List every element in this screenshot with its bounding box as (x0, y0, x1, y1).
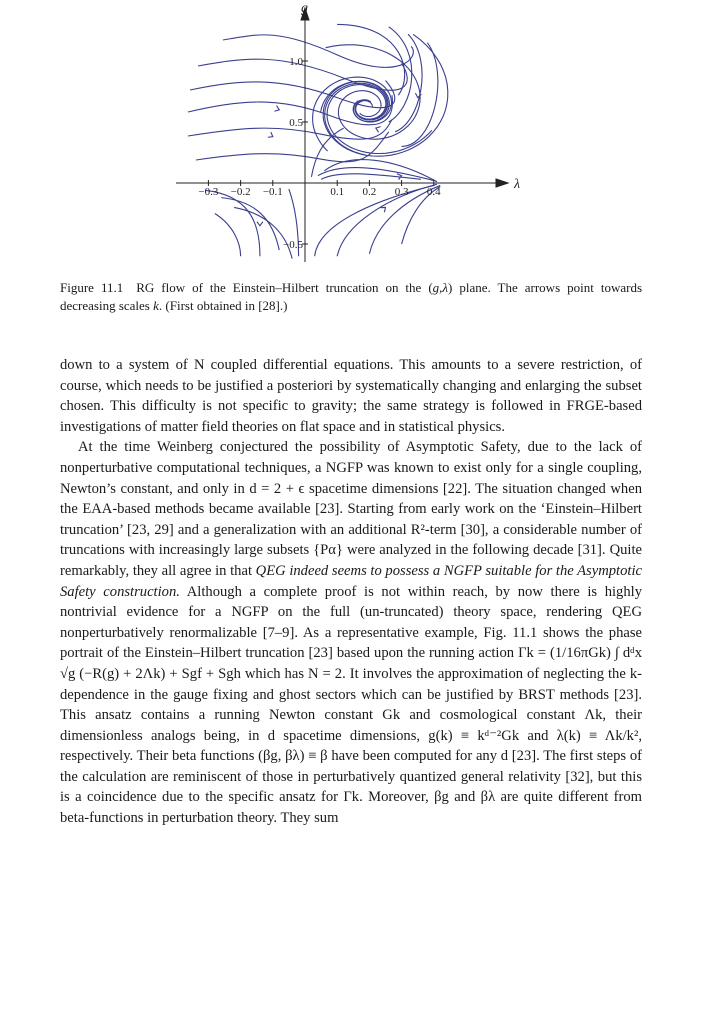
x-tick-label: −0.2 (230, 186, 251, 198)
flow-trajectory (324, 160, 437, 182)
flow-arrow-head (268, 132, 274, 139)
flow-trajectory (325, 83, 387, 155)
flow-arrow-head (257, 222, 263, 226)
flow-trajectory (321, 174, 421, 180)
caption-text-tail: . (First obtained in [28].) (158, 298, 288, 313)
flow-trajectory (395, 34, 422, 132)
phase-portrait (168, 0, 538, 265)
flow-arrow-head (274, 106, 280, 113)
x-axis-label: λ (514, 177, 521, 192)
paragraph-2-italic: QEG indeed seems to possess a NGFP suitable for the Asymptotic Safety construction. (60, 562, 642, 600)
caption-vars: g,λ (432, 280, 449, 295)
x-tick-label: 0.2 (362, 186, 377, 198)
body-text (60, 355, 642, 829)
flow-trajectory (223, 35, 413, 67)
flow-trajectory (196, 132, 389, 162)
flow-arrow-head (375, 125, 381, 132)
paragraph-2-a: At the time Weinberg conjectured the possibility of Asymptotic Safety, due to the lack of nonperturbative computational techniques, a NGFP was known to exist only for a single coupling, Newton’s constant, and only in d = 2 + ϵ spacetime dimensions [22]. The situation changed when the EAA-based methods became available [23]. Starting from early work on the ‘Einstein–Hilbert truncation’ [23, 29] and a generalization with an additional R²-term [30], a considerable number of truncations with increasingly large subsets {Pα} were analyzed in the following decade [31]. Quite remarkably, they all agree in that (60, 439, 642, 579)
flow-arrow (274, 106, 280, 113)
x-tick-label: −0.3 (198, 186, 219, 198)
x-tick-label: 0.1 (330, 186, 345, 198)
caption-k: k (153, 298, 159, 313)
flow-arrow (257, 222, 263, 226)
figure-label: Figure 11.1 (60, 280, 124, 295)
x-tick-label: 0.4 (426, 186, 441, 198)
paragraph-1: down to a system of N coupled differential equations. This amounts to a severe restriction, of course, which needs to be justified a posteriori by systematically changing and enlarging the subset chosen. This difficulty is not specific to gravity; the same strategy is followed in FRGE-based investigations of matter field theories on flat space and in statistical physics. (60, 357, 642, 435)
rg-flow-figure (168, 0, 538, 265)
x-axis-arrow (496, 179, 508, 187)
x-tick-label: 0.3 (394, 186, 409, 198)
figure-caption (60, 279, 642, 315)
flow-arrow (375, 125, 381, 132)
flow-arrow (268, 132, 274, 139)
flow-trajectory (205, 190, 260, 256)
x-tick-label: −0.1 (262, 186, 283, 198)
flow-arrow (397, 173, 402, 180)
y-tick-label: 0.5 (289, 117, 303, 129)
y-tick-label: 1.0 (289, 56, 303, 68)
caption-text-pre: RG flow of the Einstein–Hilbert truncation on the ( (136, 280, 433, 295)
y-tick-label: −0.5 (283, 239, 303, 251)
paragraph-2-b: Although a complete proof is not within reach, by now there is highly nontrivial evidence for a NGFP on the full (un-truncated) theory space, rendering QEG nonperturbatively renormalizable [7–9]. As a representative example, Fig. 11.1 shows the phase portrait of the Einstein–Hilbert truncation [23] based upon the running action Γk = (1/16πGk) ∫ dᵈx √g (−R(g) + 2Λk) + Sgf + Sgh which has N = 2. It involves the approximation of neglecting the k-dependence in the gauge fixing and ghost sectors which can be justified by BRST methods [23]. This ansatz contains a running Newton constant Gk and cosmological constant Λk, their dimensionless analogs being, in d spacetime dimensions, g(k) ≡ kᵈ⁻²Gk and λ(k) ≡ Λk/k², respectively. Their beta functions (βg, βλ) ≡ β have been computed for any d [23]. The first steps of the calculation are reminiscent of those in perturbatively quantized general relativity [32], but this is a coincidence due to the specific ansatz for Γk. Moreover, βg and βλ are quite different from beta-functions in perturbation theory. They sum (60, 583, 643, 827)
flow-trajectory (221, 198, 279, 250)
flow-trajectory (215, 214, 241, 257)
caption-text-post: ) plane. The arrows point towards decreasing scales (60, 280, 643, 313)
y-axis-label: g (301, 1, 308, 16)
flow-arrow-head (397, 173, 402, 180)
paragraph-2 (60, 437, 642, 828)
